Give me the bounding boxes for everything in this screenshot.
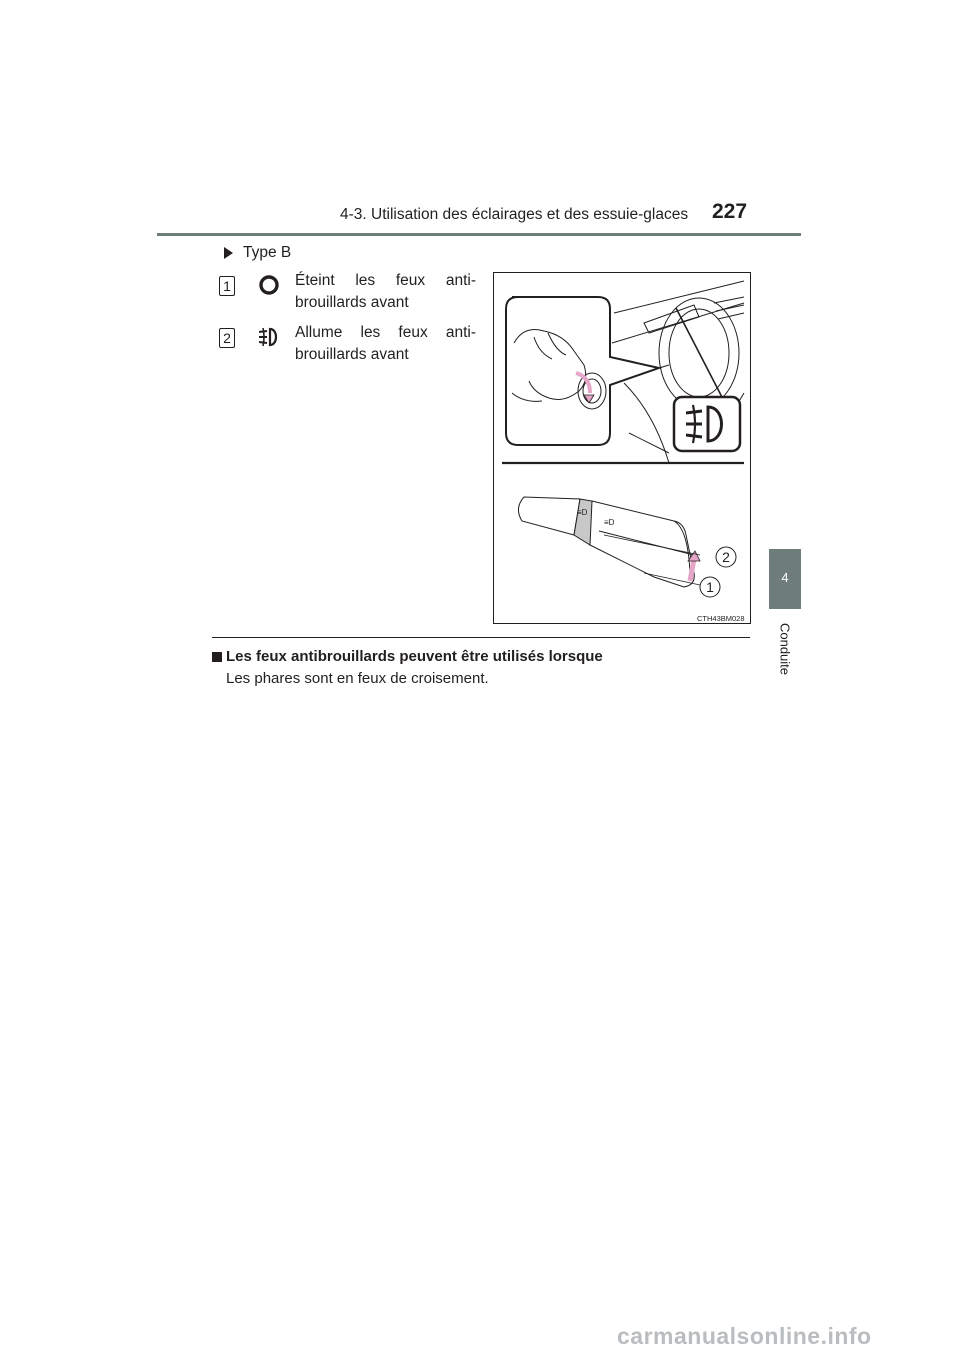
header-title: 4-3. Utilisation des éclairages et des essuie-glaces xyxy=(340,206,689,223)
lever-arrow xyxy=(690,559,694,581)
triangle-bullet-icon xyxy=(224,247,233,259)
chapter-label xyxy=(771,618,799,680)
chapter-label-text: Conduite xyxy=(777,622,793,676)
type-heading xyxy=(224,244,291,262)
item-text: Éteint les feux anti-brouillards avant xyxy=(295,272,476,311)
fog-light-off-icon xyxy=(257,273,281,297)
note-divider xyxy=(212,637,750,638)
watermark: carmanualsonline.info xyxy=(617,1323,872,1349)
illustration-drawing xyxy=(494,273,752,625)
note-title-text: Les feux antibrouillards peuvent être utilisés lorsque xyxy=(226,648,603,665)
front-fog-light-icon xyxy=(257,325,281,349)
figure-code: CTH43BM028 xyxy=(697,614,745,623)
note-body: Les phares sont en feux de croisement. xyxy=(226,670,489,687)
square-bullet-icon xyxy=(212,652,222,662)
callout-1-label: 1 xyxy=(706,579,714,595)
svg-text:≡D: ≡D xyxy=(577,508,588,517)
zoom-callout xyxy=(506,297,659,445)
illustration xyxy=(493,272,751,624)
item-text: Allume les feux anti-brouillards avant xyxy=(295,324,476,363)
header-rule xyxy=(157,233,801,236)
callout-2-label: 2 xyxy=(722,549,730,565)
chapter-number: 4 xyxy=(781,570,789,585)
list-item-fog-off xyxy=(219,270,477,320)
item-number: 2 xyxy=(219,328,235,348)
type-label: Type B xyxy=(243,244,292,261)
svg-text:≡D: ≡D xyxy=(604,518,615,527)
chapter-tab[interactable] xyxy=(769,549,801,609)
note-title xyxy=(212,648,603,665)
page-number: 227 xyxy=(712,200,748,223)
item-number: 1 xyxy=(219,276,235,296)
list-item-fog-on xyxy=(219,322,477,372)
